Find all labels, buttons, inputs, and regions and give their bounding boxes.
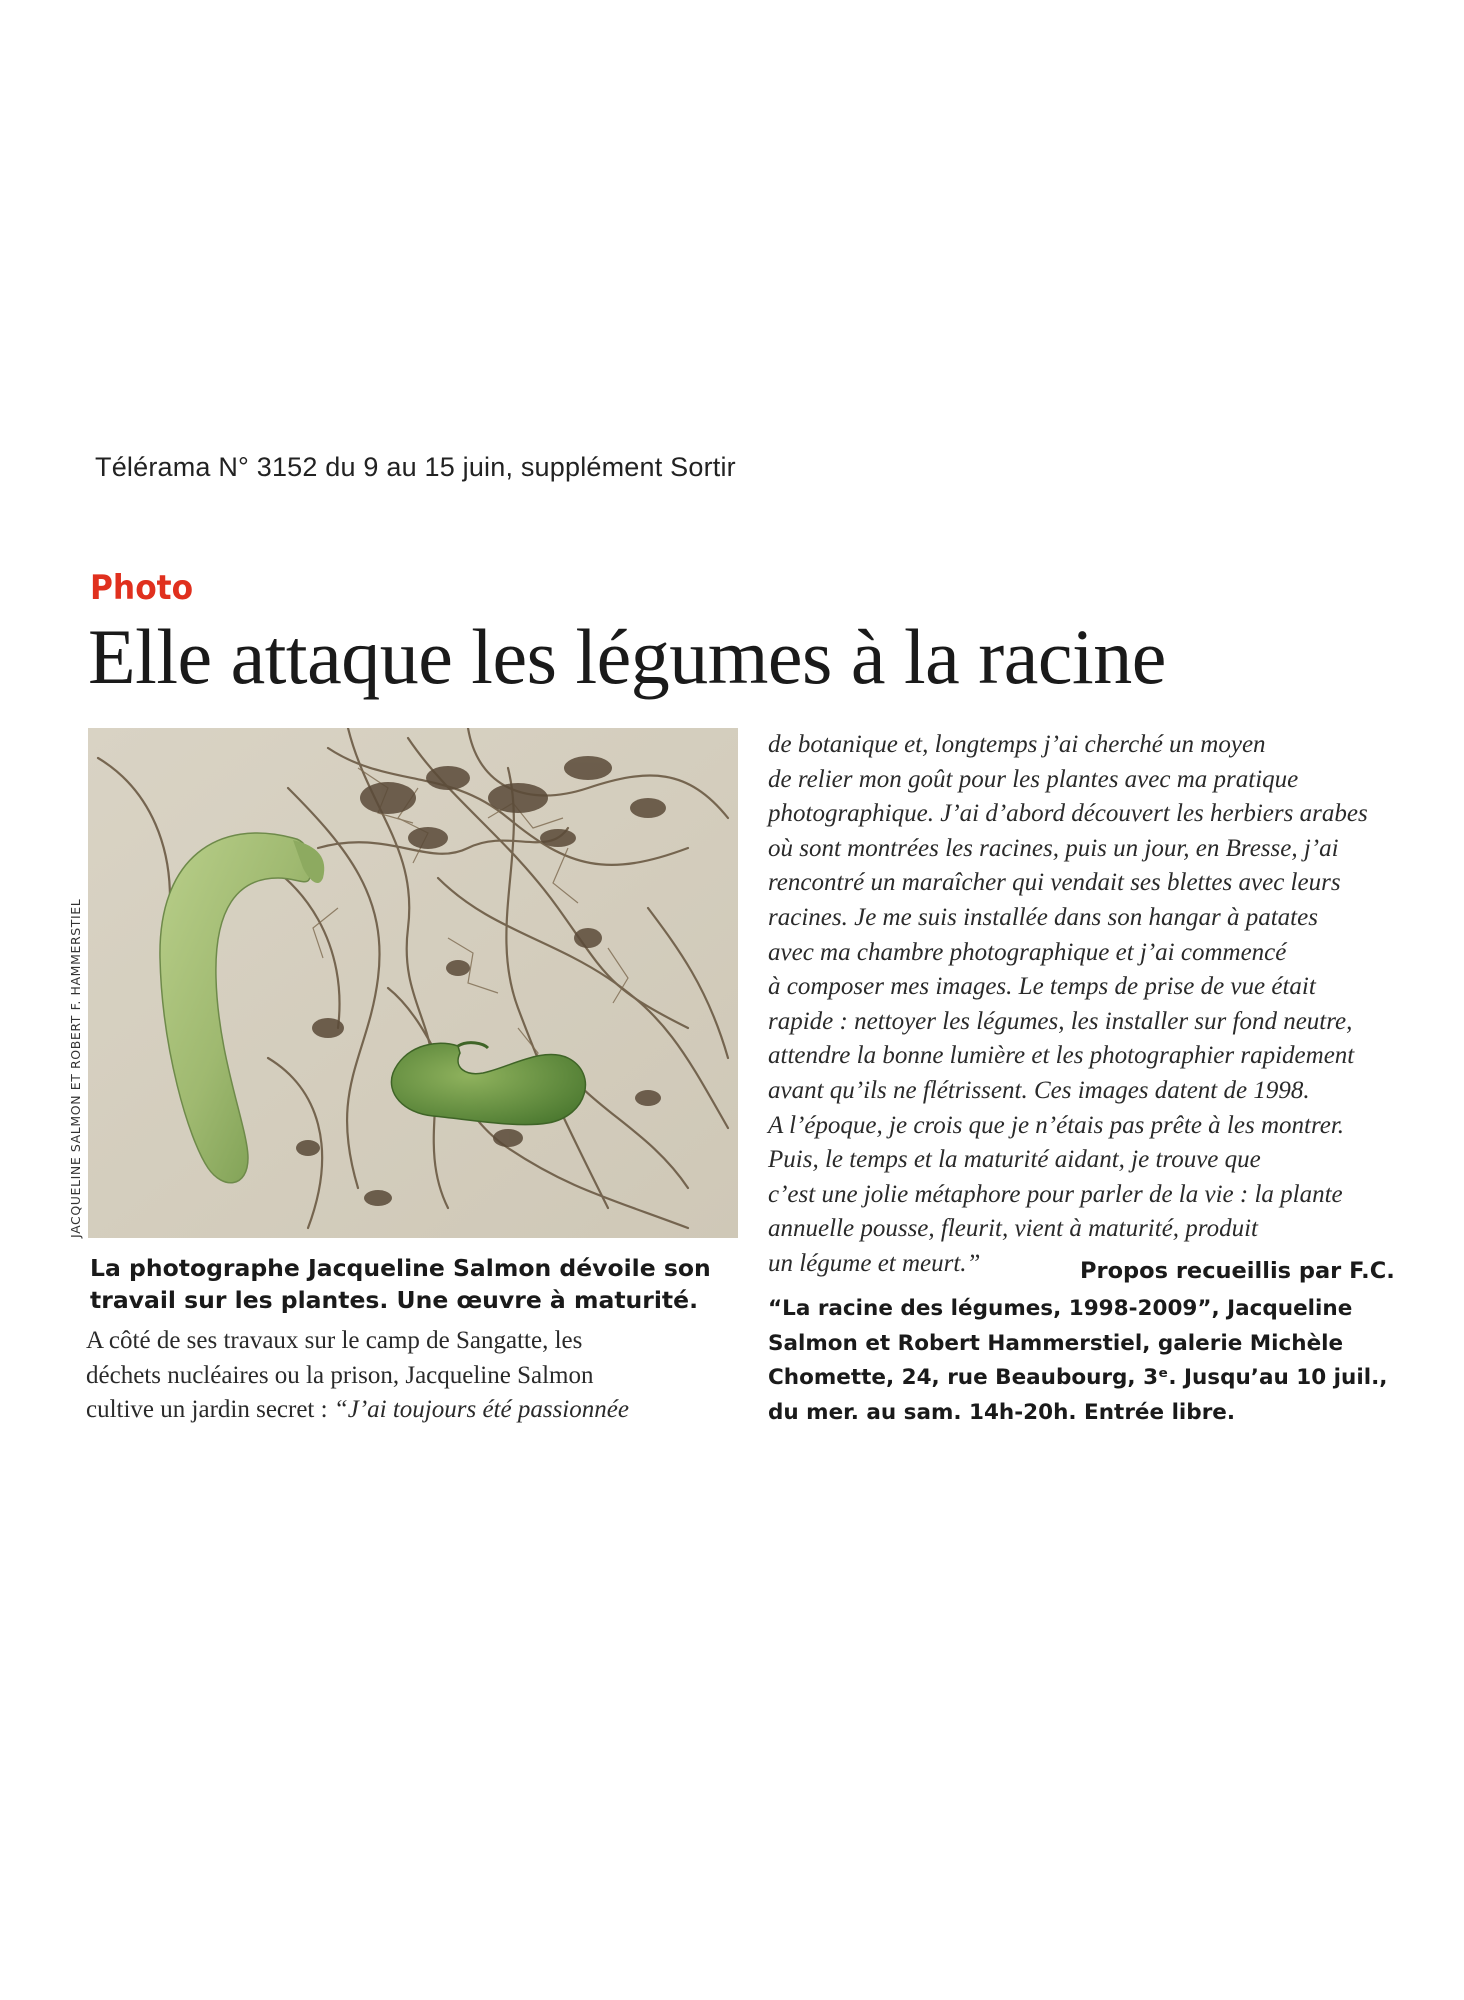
article-body xyxy=(86,1324,746,1428)
quote-line: de relier mon goût pour les plantes avec ma pratique xyxy=(768,765,1299,793)
info-line: Chomette, 24, rue Beaubourg, 3ᵉ. Jusqu’au 10 juil., xyxy=(768,1365,1388,1390)
byline: Propos recueillis par F.C. xyxy=(1080,1258,1395,1284)
quote-line: photographique. J’ai d’abord découvert les herbiers arabes xyxy=(768,800,1368,828)
photo-credit: JACQUELINE SALMON ET ROBERT F. HAMMERSTIEL xyxy=(68,898,83,1238)
quote-line: c’est une jolie métaphore pour parler de la vie : la plante xyxy=(768,1180,1343,1208)
info-line: du mer. au sam. 14h-20h. Entrée libre. xyxy=(768,1399,1236,1425)
quote-line: un légume et meurt.” xyxy=(768,1249,981,1277)
article-photo xyxy=(88,728,738,1238)
quote-line: racines. Je me suis installée dans son hangar à patates xyxy=(768,903,1318,931)
info-line: Salmon et Robert Hammerstiel, galerie Michèle xyxy=(768,1330,1344,1356)
body-line xyxy=(86,1393,746,1428)
body-line-text: cultive un jardin secret : xyxy=(86,1396,328,1423)
rubric-label: Photo xyxy=(90,568,194,608)
exhibition-info xyxy=(768,1292,1448,1430)
headline: Elle attaque les légumes à la racine xyxy=(88,613,1166,700)
body-line: A côté de ses travaux sur le camp de Sangatte, les xyxy=(86,1327,583,1354)
source-caption: Télérama N° 3152 du 9 au 15 juin, supplément Sortir xyxy=(95,452,736,482)
quote-line: avant qu’ils ne flétrissent. Ces images datent de 1998. xyxy=(768,1076,1310,1104)
quote-line: rapide : nettoyer les légumes, les installer sur fond neutre, xyxy=(768,1007,1353,1035)
quote-line: annuelle pousse, fleurit, vient à maturité, produit xyxy=(768,1215,1258,1243)
body-line: déchets nucléaires ou la prison, Jacqueline Salmon xyxy=(86,1361,594,1389)
quote-line: Puis, le temps et la maturité aidant, je trouve que xyxy=(768,1146,1261,1174)
quote-line: à composer mes images. Le temps de prise de vue était xyxy=(768,973,1316,1001)
quote-line: de botanique et, longtemps j’ai cherché un moyen xyxy=(768,731,1266,758)
article-quote xyxy=(768,728,1428,1282)
quote-line: A l’époque, je crois que je n’étais pas prête à les montrer. xyxy=(768,1111,1345,1139)
info-line: “La racine des légumes, 1998-2009”, Jacqueline xyxy=(768,1296,1353,1321)
quote-line: avec ma chambre photographique et j’ai commencé xyxy=(768,938,1287,966)
quote-line: où sont montrées les racines, puis un jour, en Bresse, j’ai xyxy=(768,834,1339,862)
quote-opening: “J’ai toujours été passionnée xyxy=(333,1396,629,1423)
article-lede xyxy=(90,1252,750,1316)
vegetable-roots-illustration xyxy=(88,728,738,1238)
quote-line: attendre la bonne lumière et les photographier rapidement xyxy=(768,1042,1355,1070)
lede-line: La photographe Jacqueline Salmon dévoile son xyxy=(90,1254,711,1282)
quote-line: rencontré un maraîcher qui vendait ses blettes avec leurs xyxy=(768,869,1341,897)
lede-line: travail sur les plantes. Une œuvre à maturité. xyxy=(90,1286,699,1314)
